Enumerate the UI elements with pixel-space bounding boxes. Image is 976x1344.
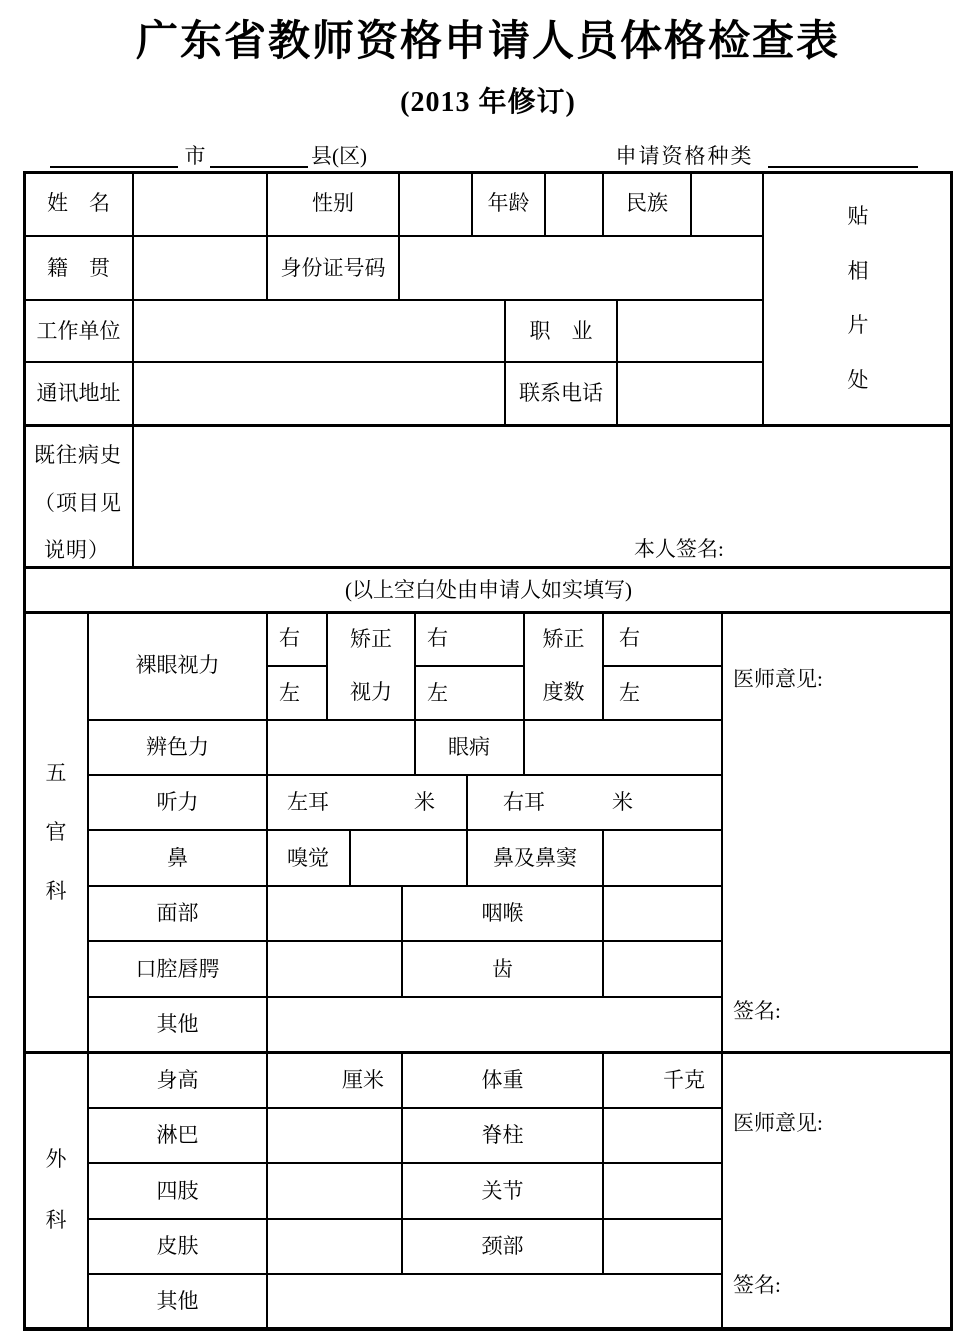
photo-char: 贴	[847, 203, 869, 228]
grid-line	[24, 566, 953, 569]
city-label: 市	[184, 143, 206, 168]
address-label: 通讯地址	[36, 381, 121, 405]
corrected-degree-left-label: 左	[619, 680, 640, 705]
corrected-degree-label	[524, 612, 603, 719]
ent-doctor-opinion-label: 医师意见:	[733, 666, 823, 691]
eye-disease-label: 眼病	[448, 735, 490, 759]
ethnicity-label: 民族	[626, 191, 668, 215]
page-subtitle: (2013 年修订)	[400, 87, 576, 118]
grid-line	[602, 1052, 604, 1274]
naked-vision-label: 裸眼视力	[135, 653, 220, 677]
age-label: 年龄	[487, 191, 530, 215]
phone-field[interactable]	[618, 363, 762, 424]
corrected-vision-right-label: 右	[427, 626, 448, 650]
height-cm-unit: 厘米	[342, 1068, 384, 1092]
id-number-label: 身份证号码	[280, 255, 386, 280]
joints-label: 关节	[481, 1178, 524, 1203]
naked-vision-left-label: 左	[279, 680, 300, 705]
photo-char: 片	[847, 313, 869, 338]
left-ear-meter-unit: 米	[414, 790, 435, 814]
grid-line	[602, 830, 604, 997]
skin-label: 皮肤	[156, 1234, 199, 1258]
corrected-degree-line: 度数	[542, 679, 585, 704]
work-unit-label: 工作单位	[36, 318, 121, 343]
left-ear-label: 左耳	[287, 790, 329, 814]
occupation-field[interactable]	[618, 301, 762, 361]
face-label: 面部	[156, 901, 199, 925]
city-blank[interactable]	[50, 166, 178, 168]
phone-label: 联系电话	[519, 381, 603, 405]
naked-vision-right-label: 右	[279, 626, 300, 650]
page-title: 广东省教师资格申请人员体格检查表	[135, 19, 840, 65]
corrected-vision-left-label: 左	[427, 680, 448, 705]
right-ear-label: 右耳	[503, 790, 545, 814]
photo-area[interactable]	[763, 172, 953, 425]
qualification-label: 申请资格种类	[615, 143, 754, 168]
corrected-vision-label	[327, 612, 415, 719]
weight-label: 体重	[481, 1068, 524, 1092]
applicant-note: (以上空白处由申请人如实填写)	[345, 577, 632, 602]
right-ear-meter-unit: 米	[612, 790, 633, 814]
nose-label: 鼻	[167, 845, 188, 870]
work-unit-field[interactable]	[134, 301, 504, 361]
occupation-label: 职 业	[529, 318, 593, 343]
native-place-field[interactable]	[134, 237, 266, 299]
address-field[interactable]	[134, 363, 504, 424]
name-field[interactable]	[134, 172, 266, 235]
spine-label: 脊柱	[481, 1123, 524, 1147]
grid-line	[349, 830, 351, 886]
photo-char: 处	[847, 368, 869, 393]
smell-label: 嗅觉	[287, 845, 329, 870]
surgery-signature-label: 签名:	[733, 1272, 781, 1297]
photo-char: 相	[847, 258, 869, 283]
ent-section-char: 五	[45, 760, 67, 785]
medical-history-label-line: （项目见	[34, 490, 122, 515]
ent-section-label	[24, 612, 88, 1052]
surgery-section-label	[24, 1052, 88, 1327]
ent-section-char: 官	[45, 819, 67, 844]
ent-other-label: 其他	[156, 1012, 199, 1036]
native-place-label: 籍 贯	[47, 255, 110, 280]
lymph-label: 淋巴	[156, 1123, 199, 1147]
ethnicity-field[interactable]	[692, 172, 762, 235]
name-label: 姓 名	[47, 191, 110, 215]
surgery-other-label: 其他	[156, 1288, 199, 1313]
weight-kg-unit: 千克	[663, 1068, 705, 1092]
corrected-vision-line: 矫正	[350, 626, 392, 651]
county-blank[interactable]	[210, 166, 308, 168]
corrected-degree-line: 矫正	[542, 626, 585, 651]
ent-section-char: 科	[45, 878, 67, 903]
neck-label: 颈部	[481, 1234, 524, 1258]
nose-sinus-label: 鼻及鼻窦	[493, 845, 577, 870]
oral-label: 口腔唇腭	[135, 956, 220, 981]
corrected-vision-line: 视力	[350, 679, 392, 704]
teeth-label: 齿	[492, 956, 513, 981]
ent-signature-label: 签名:	[733, 998, 781, 1023]
limbs-label: 四肢	[156, 1178, 199, 1203]
medical-history-label	[34, 445, 134, 561]
grid-line	[24, 1327, 953, 1331]
surgery-section-char: 外	[45, 1146, 67, 1171]
medical-history-label-line: 既往病史	[34, 443, 122, 467]
surgery-section-char: 科	[45, 1207, 67, 1232]
id-number-field[interactable]	[400, 237, 762, 299]
medical-history-field[interactable]	[134, 427, 953, 566]
hearing-label: 听力	[156, 790, 199, 814]
self-signature-label: 本人签名:	[634, 536, 724, 561]
color-vision-label: 辨色力	[146, 735, 209, 759]
qualification-blank[interactable]	[768, 166, 918, 168]
gender-label: 性别	[312, 191, 354, 215]
height-label: 身高	[156, 1068, 199, 1092]
throat-label: 咽喉	[481, 901, 524, 925]
age-field[interactable]	[546, 172, 602, 235]
county-label: 县(区)	[311, 143, 367, 168]
medical-history-label-line: 说明）	[44, 538, 110, 562]
gender-field[interactable]	[400, 172, 471, 235]
surgery-doctor-opinion-label: 医师意见:	[733, 1110, 823, 1135]
corrected-degree-right-label: 右	[619, 626, 640, 650]
